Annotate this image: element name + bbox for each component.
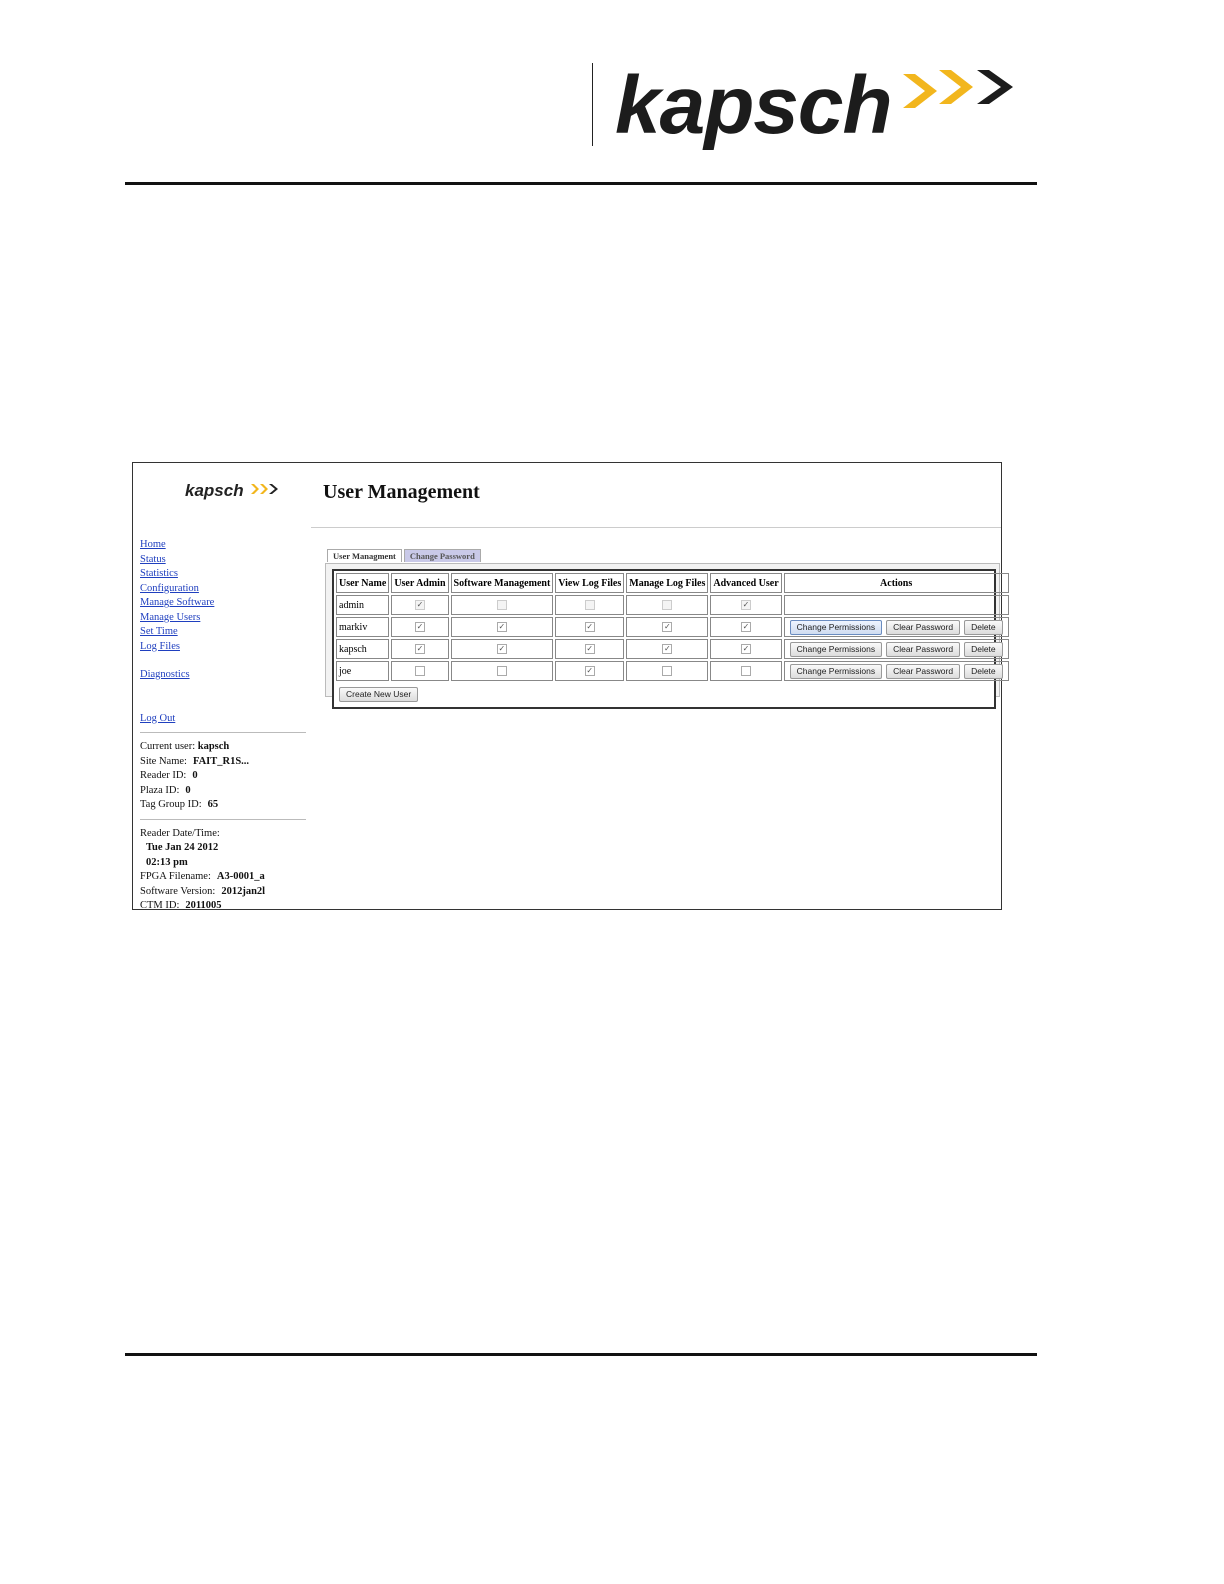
software-management-checkbox[interactable]: ✓ <box>498 622 506 632</box>
actions-cell <box>784 595 1009 615</box>
tab-change-password[interactable]: Change Password <box>404 549 481 562</box>
user-name-cell: joe <box>336 661 389 681</box>
view-log-files-checkbox <box>585 600 595 610</box>
nav-statistics[interactable]: Statistics <box>140 568 178 579</box>
permission-cell <box>626 617 708 637</box>
col-user-admin: User Admin <box>391 573 448 593</box>
app-logo <box>185 481 244 505</box>
view-log-files-checkbox[interactable]: ✓ <box>586 622 594 632</box>
header-rule <box>311 527 1001 528</box>
clear-password-button[interactable]: Clear Password <box>886 664 960 679</box>
permission-cell <box>710 595 781 615</box>
sidebar-divider-2 <box>140 819 306 820</box>
user-admin-checkbox[interactable] <box>415 666 425 676</box>
nav-logout[interactable]: Log Out <box>140 712 176 724</box>
permission-cell <box>710 639 781 659</box>
reader-id-row: Reader ID: 0 <box>140 770 198 781</box>
plaza-id-row: Plaza ID: 0 <box>140 784 191 796</box>
permission-cell <box>451 639 554 659</box>
sidebar <box>140 538 310 914</box>
users-table-container <box>332 569 996 709</box>
table-row <box>336 639 1009 659</box>
table-header-row <box>336 573 1009 593</box>
delete-button[interactable]: Delete <box>964 642 1003 657</box>
manage-log-files-checkbox <box>662 600 672 610</box>
clear-password-button[interactable]: Clear Password <box>886 642 960 657</box>
nav-home[interactable]: Home <box>140 539 166 550</box>
fpga-row: FPGA Filename: A3-0001_a <box>140 871 265 882</box>
version-info <box>140 827 310 914</box>
create-new-user-button[interactable]: Create New User <box>339 687 418 702</box>
permission-cell <box>626 639 708 659</box>
software-management-checkbox[interactable]: ✓ <box>498 644 506 654</box>
table-row <box>336 595 1009 615</box>
actions-cell <box>784 661 1009 681</box>
view-log-files-checkbox[interactable]: ✓ <box>586 666 594 676</box>
app-chevrons-icon <box>251 483 279 495</box>
nav-set-time[interactable]: Set Time <box>140 626 178 637</box>
manage-log-files-checkbox[interactable]: ✓ <box>663 644 671 654</box>
software-management-checkbox <box>497 600 507 610</box>
actions-cell <box>784 617 1009 637</box>
col-software-management: Software Management <box>451 573 554 593</box>
table-row <box>336 617 1009 637</box>
manage-log-files-checkbox[interactable] <box>662 666 672 676</box>
nav-manage-users[interactable]: Manage Users <box>140 611 201 623</box>
manage-log-files-checkbox[interactable]: ✓ <box>663 622 671 632</box>
col-view-log-files: View Log Files <box>555 573 624 593</box>
change-permissions-button[interactable]: Change Permissions <box>790 642 882 657</box>
advanced-user-checkbox[interactable]: ✓ <box>742 622 750 632</box>
tag-group-row: Tag Group ID: 65 <box>140 799 219 810</box>
permission-cell <box>555 617 624 637</box>
nav-log-files[interactable]: Log Files <box>140 640 180 652</box>
bottom-rule <box>125 1353 1037 1356</box>
permission-cell <box>555 595 624 615</box>
sidebar-nav <box>140 538 310 726</box>
user-name-cell: admin <box>336 595 389 615</box>
nav-diagnostics[interactable]: Diagnostics <box>140 669 190 680</box>
permission-cell <box>391 595 448 615</box>
user-admin-checkbox[interactable]: ✓ <box>416 644 424 654</box>
user-name-cell: kapsch <box>336 639 389 659</box>
permission-cell <box>451 617 554 637</box>
delete-button[interactable]: Delete <box>964 620 1003 635</box>
screenshot-frame <box>132 462 1002 910</box>
create-user-row <box>336 683 1009 705</box>
reader-datetime-label: Reader Date/Time: <box>140 827 220 839</box>
permission-cell <box>391 639 448 659</box>
clear-password-button[interactable]: Clear Password <box>886 620 960 635</box>
col-user-name: User Name <box>336 573 389 593</box>
permission-cell <box>710 661 781 681</box>
top-rule <box>125 182 1037 185</box>
tab-user-management[interactable]: User Managment <box>327 549 402 562</box>
user-name-cell: markiv <box>336 617 389 637</box>
nav-status[interactable]: Status <box>140 553 166 565</box>
permission-cell <box>626 595 708 615</box>
page-title: User Management <box>323 481 480 503</box>
change-permissions-button[interactable]: Change Permissions <box>790 664 882 679</box>
permission-cell <box>391 617 448 637</box>
user-management-panel <box>325 563 1000 697</box>
view-log-files-checkbox[interactable]: ✓ <box>586 644 594 654</box>
advanced-user-checkbox[interactable] <box>741 666 751 676</box>
user-admin-checkbox: ✓ <box>416 600 424 610</box>
header-divider <box>592 63 593 146</box>
permission-cell <box>555 661 624 681</box>
col-manage-log-files: Manage Log Files <box>626 573 708 593</box>
sidebar-divider <box>140 732 306 733</box>
nav-manage-software[interactable]: Manage Software <box>140 597 215 608</box>
permission-cell <box>451 661 554 681</box>
site-name-row: Site Name: FAIT_R1S... <box>140 755 250 767</box>
app-logo-wordmark: kapsch <box>185 481 244 500</box>
tab-bar <box>327 549 483 562</box>
software-row: Software Version: 2012jan2l <box>140 885 266 897</box>
permission-cell <box>555 639 624 659</box>
permission-cell <box>451 595 554 615</box>
reader-time: 02:13 pm <box>146 856 188 868</box>
col-advanced-user: Advanced User <box>710 573 781 593</box>
col-actions: Actions <box>784 573 1009 593</box>
current-user-row: Current user: kapsch <box>140 741 230 752</box>
chevrons-icon <box>903 66 1025 116</box>
permission-cell <box>626 661 708 681</box>
actions-cell <box>784 639 1009 659</box>
software-management-checkbox[interactable] <box>497 666 507 676</box>
permission-cell <box>391 661 448 681</box>
users-table <box>334 571 1011 707</box>
table-row <box>336 661 1009 681</box>
advanced-user-checkbox[interactable]: ✓ <box>742 644 750 654</box>
kapsch-logo <box>615 58 1025 153</box>
logo-wordmark: kapsch <box>615 60 892 151</box>
change-permissions-button[interactable]: Change Permissions <box>790 620 882 635</box>
advanced-user-checkbox: ✓ <box>742 600 750 610</box>
delete-button[interactable]: Delete <box>964 664 1003 679</box>
user-admin-checkbox[interactable]: ✓ <box>416 622 424 632</box>
permission-cell <box>710 617 781 637</box>
nav-configuration[interactable]: Configuration <box>140 582 199 594</box>
reader-date: Tue Jan 24 2012 <box>146 842 219 853</box>
reader-info <box>140 740 310 813</box>
ctm-row: CTM ID: 2011005 <box>140 900 222 911</box>
